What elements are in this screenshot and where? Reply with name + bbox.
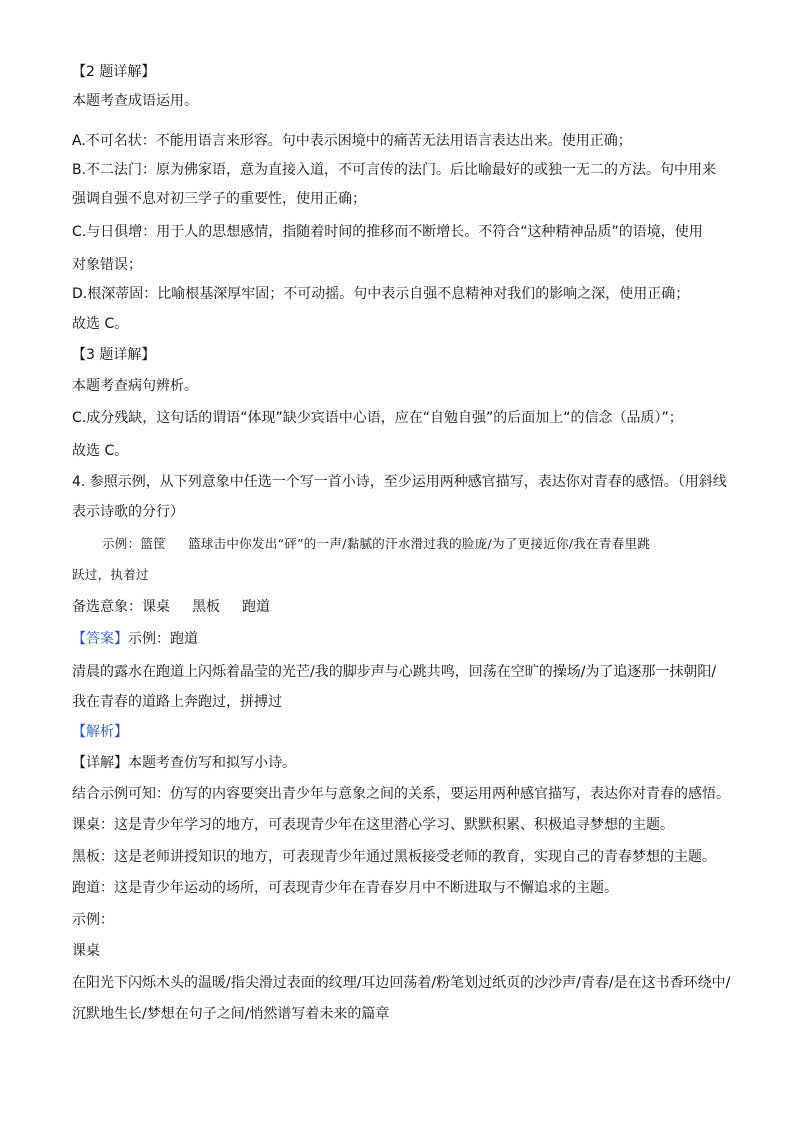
detail-tag: 【详解】: [72, 755, 128, 771]
sample-poem: 在阳光下闪烁木头的温暖/指尖滑过表面的纹理/耳边回荡着/粉笔划过纸页的沙沙声/青春/是在这书香环绕中/: [72, 975, 731, 991]
section-heading-q2: 【2 题详解】: [72, 64, 156, 80]
answer-poem-cont: 我在青春的道路上奔跑过，拼搏过: [72, 694, 282, 710]
answer-poem: 清晨的露水在跑道上闪烁着晶莹的光芒/我的脚步声与心跳共鸣，回荡在空旷的操场/为了追逐那一抹朝阳/: [72, 664, 717, 680]
candidate-label: 备选意象：课桌: [72, 599, 170, 615]
paragraph: 示例：: [72, 912, 114, 928]
paragraph: 课桌: [72, 943, 100, 959]
detail-line: [72, 753, 296, 773]
section-heading-q3: 【3 题详解】: [72, 347, 156, 363]
candidate-images: [72, 597, 270, 617]
question-4-cont: 表示诗歌的分行）: [72, 504, 184, 520]
example-poem-cont: 跃过，执着过: [72, 567, 149, 582]
question-4: 4. 参照示例，从下列意象中任选一个写一首小诗，至少运用两种感官描写，表达你对青春的感悟。（用斜线: [72, 474, 727, 490]
paragraph: 结合示例可知：仿写的内容要突出青少年与意象之间的关系，要运用两种感官描写，表达你对青春的感悟。: [72, 786, 730, 802]
paragraph: C.与日俱增：用于人的思想感情，指随着时间的推移而不断增长。不符合“这种精神品质”的语境，使用: [72, 224, 703, 240]
sample-poem-cont: 沉默地生长/梦想在句子之间/悄然谱写着未来的篇章: [72, 1006, 390, 1022]
paragraph: C.成分残缺，这句话的谓语“体现”缺少宾语中心语，应在“自勉自强”的后面加上“的信念（品质）”；: [72, 410, 683, 426]
paragraph: A.不可名状：不能用语言来形容。句中表示困境中的痛苦无法用语言表达出来。使用正确；: [72, 133, 632, 149]
answer-line: [72, 629, 198, 649]
example-text: 篮球击中你发出“砰”的一声/黏腻的汗水滑过我的脸庞/为了更接近你/我在青春里跳: [188, 536, 651, 551]
paragraph: 强调自强不息对初三学子的重要性，使用正确；: [72, 191, 366, 207]
analysis-tag: 【解析】: [72, 724, 128, 740]
paragraph: 本题考查成语运用。: [72, 93, 198, 109]
paragraph: 本题考查病句辨析。: [72, 378, 198, 394]
paragraph: 故选 C。: [72, 316, 129, 332]
example-label: 示例：篮筐: [102, 536, 167, 551]
answer-tag: 【答案】: [72, 631, 128, 647]
paragraph: 黑板：这是老师讲授知识的地方，可表现青少年通过黑板接受老师的教育，实现自己的青春梦想的主题。: [72, 849, 716, 865]
paragraph: 故选 C。: [72, 443, 129, 459]
candidate-blackboard: 黑板: [192, 599, 220, 615]
candidate-track: 跑道: [242, 599, 270, 615]
paragraph: B.不二法门：原为佛家语，意为直接入道，不可言传的法门。后比喻最好的或独一无二的方法。句中用来: [72, 162, 717, 178]
paragraph: 课桌：这是青少年学习的地方，可表现青少年在这里潜心学习、默默积累、积极追寻梦想的主题。: [72, 817, 674, 833]
detail-text: 本题考查仿写和拟写小诗。: [128, 755, 296, 771]
paragraph: 对象错误；: [72, 257, 142, 273]
answer-text: 示例：跑道: [128, 631, 198, 647]
paragraph: 跑道：这是青少年运动的场所，可表现青少年在青春岁月中不断进取与不懈追求的主题。: [72, 880, 618, 896]
paragraph: D.根深蒂固：比喻根基深厚牢固；不可动摇。句中表示自强不息精神对我们的影响之深，使用正确；: [72, 286, 690, 302]
example-poem: [102, 534, 650, 554]
